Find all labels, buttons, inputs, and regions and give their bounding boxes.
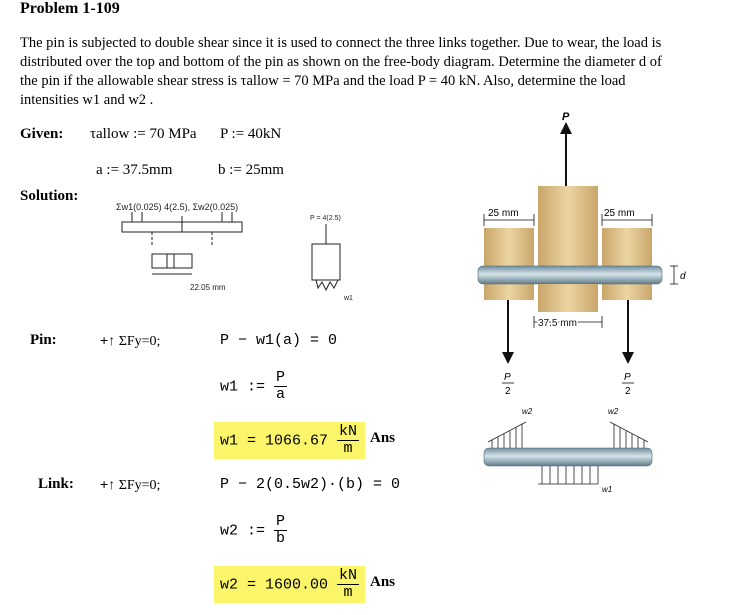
diameter-label: d — [680, 271, 686, 282]
link-label: Link: — [38, 476, 74, 492]
w2-right-label: w2 — [608, 407, 619, 416]
problem-statement: The pin is subjected to double shear since it is used to connect the three links together. Due to wear, the load is distributed over the top and bottom of the pin as shown on the free-body diagram. Determine the diameter d of the pin if the allowable shear stress is τallow = 70 MPa and the load P = 40 kN. Also, determine the load intensities w1 and w2 . — [20, 35, 662, 108]
dim-right-label: 25 mm — [604, 208, 635, 219]
pin-sum-forces — [100, 332, 160, 350]
top-load-label: P — [562, 111, 570, 123]
fbd-pin — [484, 448, 652, 466]
w2-unit-num: kN — [339, 567, 358, 584]
w2-left-label: w2 — [522, 407, 533, 416]
w2-unit-den: m — [343, 584, 353, 601]
w2-definition — [220, 514, 287, 547]
dim-mid-label: 37.5 mm — [538, 318, 577, 329]
pin-cylinder — [478, 266, 662, 284]
sketch-w-note: w1 — [344, 295, 353, 302]
w1-result-unit — [337, 424, 359, 457]
w1-bottom-label: w1 — [602, 485, 613, 494]
top-load-arrowhead — [560, 122, 572, 134]
w1-result — [214, 422, 365, 459]
left-outer-link — [484, 228, 534, 300]
w1-answer-tag: Ans — [370, 430, 396, 446]
link-sum-forces — [100, 476, 160, 494]
arrow-up-icon: ↑ — [108, 334, 116, 349]
w2-result-unit — [337, 568, 359, 601]
middle-link-lower — [538, 284, 598, 312]
w2-distributed-load-left — [488, 422, 526, 448]
given-load: P := 40kN — [220, 126, 282, 142]
handwritten-fbd-sketch — [112, 196, 372, 306]
given-a: a := 37.5mm — [96, 162, 173, 178]
dim-left-label: 25 mm — [488, 208, 519, 219]
w2-answer-tag: Ans — [370, 574, 396, 590]
w2-def-den: b — [276, 530, 286, 547]
w1-distributed-load — [538, 466, 598, 484]
w2-def-lhs: w2 := — [220, 522, 266, 540]
sketch-top-note: Σw1(0.025) 4(2.5), Σw2(0.025) — [116, 202, 239, 212]
w1-def-fraction — [274, 370, 287, 403]
w2-distributed-load-right — [610, 422, 648, 448]
left-half-load-num: P — [504, 372, 511, 383]
arrow-up-icon: ↑ — [108, 478, 116, 493]
w2-result — [214, 566, 365, 603]
link-sum-text: ΣFy=0; — [118, 478, 161, 493]
pin-link-figure — [474, 108, 710, 498]
w2-def-fraction — [274, 514, 287, 547]
w1-unit-den: m — [343, 440, 353, 457]
right-half-load-num: P — [624, 372, 631, 383]
pin-sum-text: ΣFy=0; — [118, 334, 161, 349]
w2-result-value: w2 = 1600.00 — [220, 576, 329, 594]
given-b: b := 25mm — [218, 162, 284, 178]
problem-title: Problem 1-109 — [20, 0, 120, 17]
w1-def-lhs: w1 := — [220, 378, 266, 396]
pin-equilibrium-eq: P − w1(a) = 0 — [220, 332, 338, 349]
plus-icon: + — [100, 332, 109, 348]
right-half-load-den: 2 — [625, 386, 631, 397]
sketch-right-note: P = 4(2.5) — [310, 215, 341, 222]
w1-definition — [220, 370, 287, 403]
w1-result-value: w1 = 1066.67 — [220, 432, 329, 450]
middle-link — [538, 186, 598, 266]
w2-def-num: P — [276, 513, 286, 530]
sketch-dim-note: 22.05 mm — [190, 283, 226, 292]
link-equilibrium-eq: P − 2(0.5w2)·(b) = 0 — [220, 476, 401, 493]
solution-label: Solution: — [20, 188, 79, 204]
right-outer-link — [602, 228, 652, 300]
given-tau: τallow := 70 MPa — [90, 126, 197, 142]
w1-def-num: P — [276, 369, 286, 386]
given-label: Given: — [20, 126, 64, 142]
w1-def-den: a — [276, 386, 286, 403]
left-half-load-den: 2 — [505, 386, 511, 397]
w1-unit-num: kN — [339, 423, 358, 440]
plus-icon: + — [100, 476, 109, 492]
pin-label: Pin: — [30, 332, 57, 348]
